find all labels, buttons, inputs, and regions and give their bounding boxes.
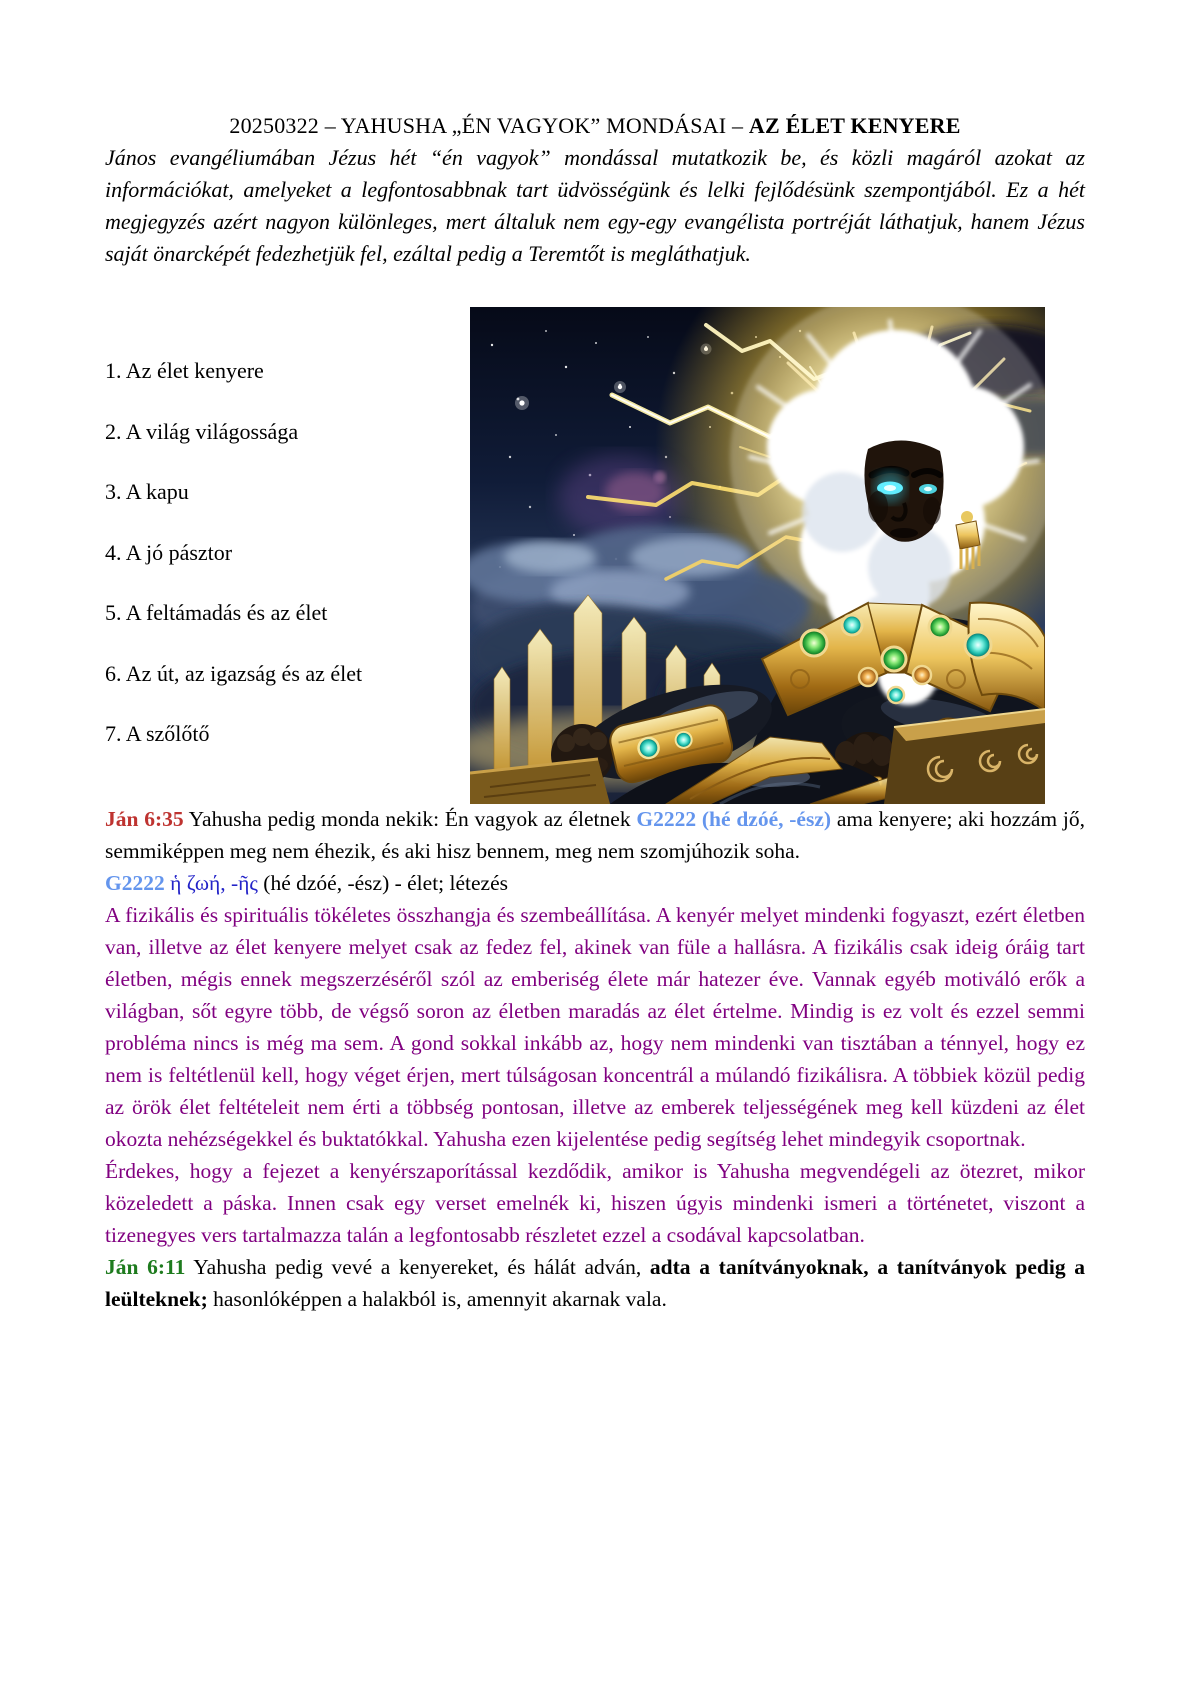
commentary-paragraph-2: Érdekes, hogy a fejezet a kenyérszaporítással kezdődik, amikor is Yahusha megvendégeli az ötezret, mikor közeledett a páska. Innen csak egy verset emelnék ki, hiszen úgyis mindenki ismeri a történetet, viszont a tizenegyes vers tartalmazza talán a legfontosabb részletet ezzel a csodával kapcsolatban. (105, 1159, 1085, 1247)
page-title-regular: 20250322 – YAHUSHA „ÉN VAGYOK” MONDÁSAI – (229, 113, 749, 138)
deity-illustration-svg (470, 307, 1045, 804)
strongs-gloss: (hé dzóé, -ész) - élet; létezés (263, 871, 509, 895)
strongs-definition (105, 867, 1085, 899)
toc-item-7: 7. A szőlőtő (105, 721, 210, 746)
toc-item-1: 1. Az élet kenyere (105, 358, 264, 383)
middle-section (105, 270, 1085, 803)
page-title-bold: AZ ÉLET KENYERE (748, 113, 961, 138)
verse-jan-6-35 (105, 803, 1085, 867)
verse-ref-jan-6-11: Ján 6:11 (105, 1255, 186, 1279)
toc-list (105, 355, 362, 779)
toc-item-2: 2. A világ világossága (105, 418, 299, 444)
verse-611-text-a: Yahusha pedig vevé a kenyereket, és hálát adván, (193, 1255, 642, 1279)
verse-611-bold-emphasis: adta a tanítványoknak, a tanítványok pedig a leülteknek; (105, 1255, 1086, 1311)
verse-text-a: Yahusha pedig monda nekik: Én vagyok az életnek (188, 807, 631, 831)
greek-term: ἡ ζωή, -ῆς (170, 871, 258, 895)
verse-611-text-b: hasonlóképpen a halakból is, amennyit akarnak vala. (213, 1287, 667, 1311)
strongs-code: G2222 (105, 871, 165, 895)
page-title (105, 0, 1085, 142)
intro-paragraph: János evangéliumában Jézus hét “én vagyok” mondással mutatkozik be, és közli magáról azokat az információkat, amelyeket a legfontosabbnak tart üdvösségünk és lelki fejlődésünk szempontjából. Ez a hét megjegyzés azért nagyon különleges, mert általuk nem egy-egy evangélista portréját láthatjuk, hanem Jézus saját önarcképét fedezhetjük fel, ezáltal pedig a Teremtőt is megláthatjuk. (105, 145, 1085, 266)
toc-item-6: 6. Az út, az igazság és az élet (105, 660, 363, 686)
commentary-paragraph-1: A fizikális és spirituális tökéletes összhangja és szembeállítása. A kenyér melyet mindenki fogyaszt, ezért életben van, illetve az élet kenyere melyet csak az fedez fel, akinek van füle a hallásra. A fizikális csak ideig óráig tart életben, mégis ennek megszerzéséről szól az emberiség élete már hatezer éve. Vannak egyéb motiváló erők a világban, sőt egyre több, de végső soron az életben maradás az élet értelme. Mindig is ez volt és ezzel semmi probléma nincs is még ma sem. A gond sokkal inkább az, hogy nem mindenki van tisztában a ténnyel, hogy ez nem is feltétlenül kell, hogy véget érjen, mert túlságosan koncentrál a múlandó fizikálisra. A többiek közül pedig az örök élet feltételeit nem érti a többség pontosan, illetve az emberek teljességének meg kell küzdeni az élet okozta nehézségekkel és buktatókkal. Yahusha ezen kijelentése pedig segítség lehet mindegyik csoportnak. (105, 903, 1085, 1151)
toc-item-3: 3. A kapu (105, 479, 189, 504)
verse-jan-6-11 (105, 1251, 1085, 1315)
toc-item-4: 4. A jó pásztor (105, 539, 233, 565)
strongs-ref-inline: G2222 (hé dzóé, -ész) (636, 807, 832, 831)
deity-illustration (470, 307, 1045, 804)
verse-text-b: ama kenyere; aki hozzám jő, semmiképpen meg nem éhezik, és aki hisz bennem, meg nem szomjúhozik soha. (105, 807, 1086, 863)
toc-item-5: 5. A feltámadás és az élet (105, 600, 328, 625)
verse-ref-jan-6-35: Ján 6:35 (105, 807, 184, 831)
